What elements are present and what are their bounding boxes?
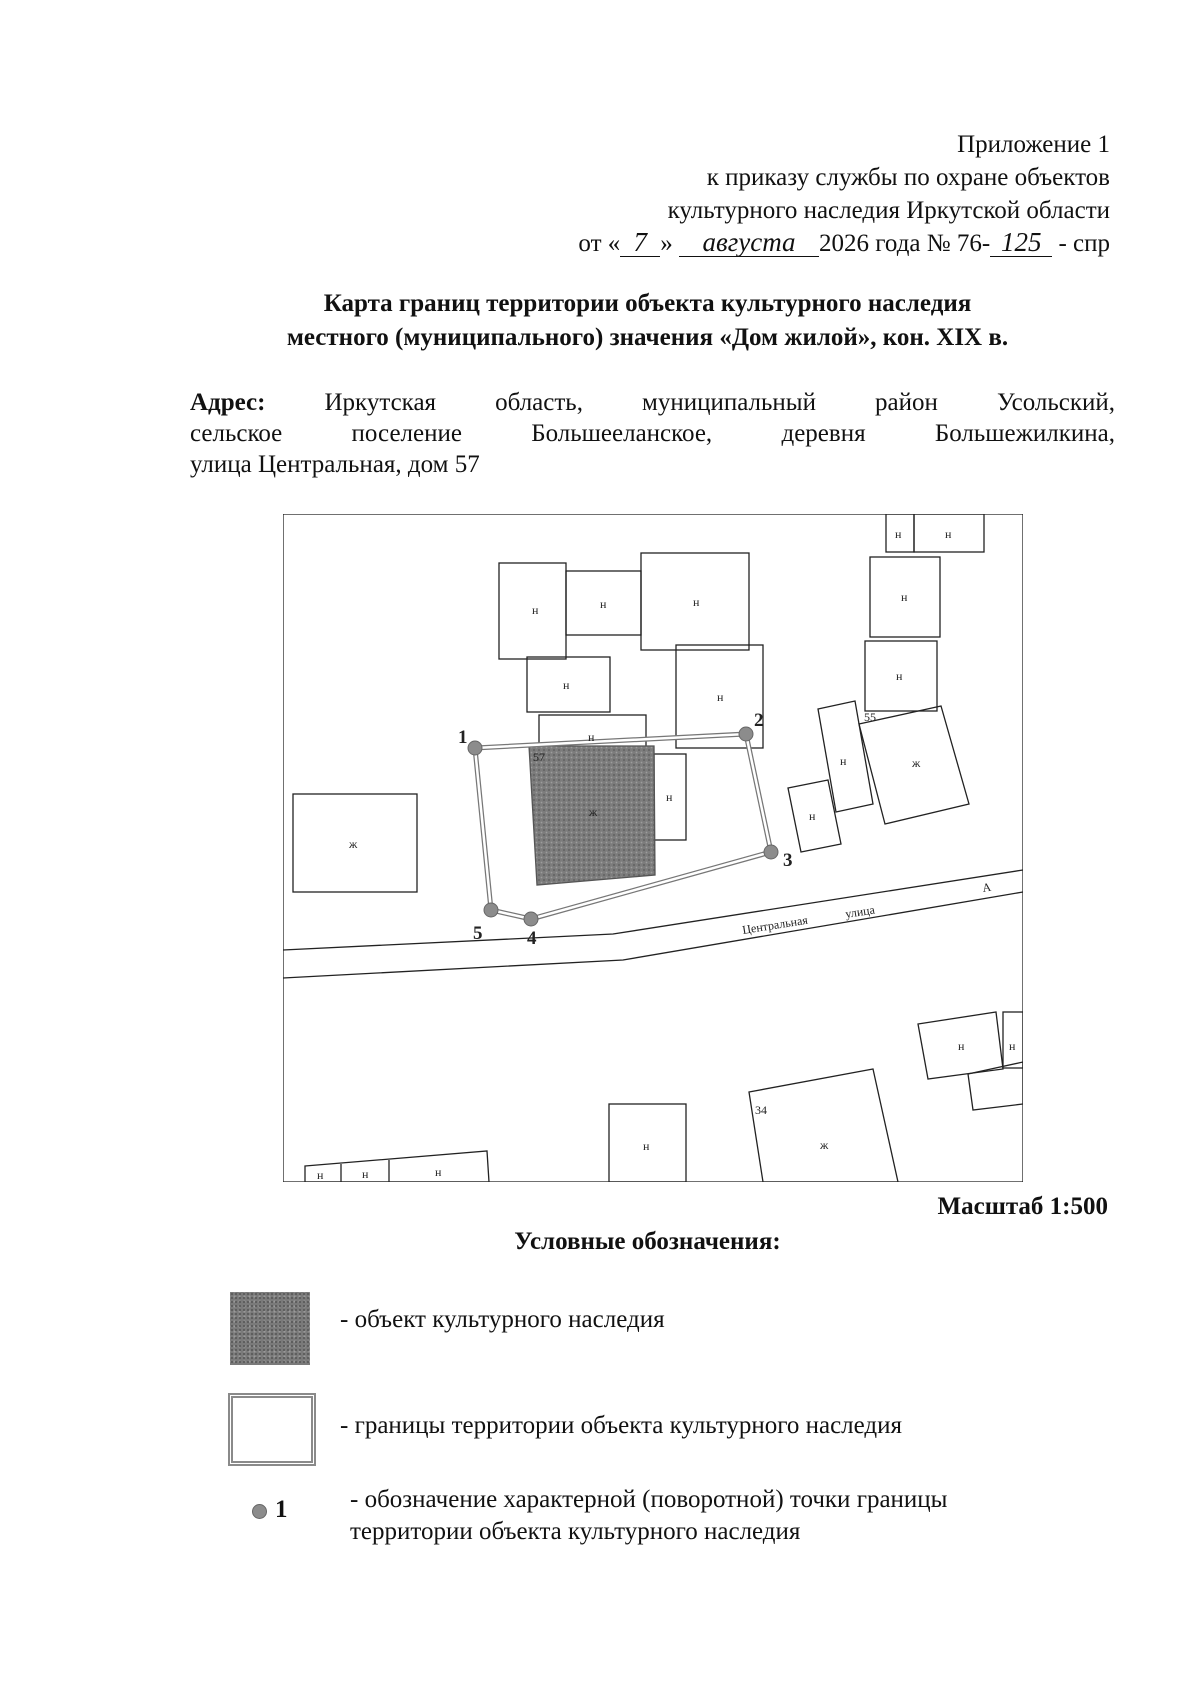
street-name-1: Центральная xyxy=(741,912,809,937)
document-title xyxy=(180,287,1115,355)
building-label: н xyxy=(895,527,902,541)
legend-heritage-text: - объект культурного наследия xyxy=(340,1306,665,1333)
boundary-point-label-5: 5 xyxy=(473,923,483,944)
building-label: н xyxy=(666,790,673,804)
boundary-point-4 xyxy=(524,912,538,926)
boundary-point-label-1: 1 xyxy=(458,727,468,748)
date-prefix: от « xyxy=(578,230,621,257)
street-name-2: улица xyxy=(844,902,876,921)
building-label: н xyxy=(717,690,724,704)
building-n-row xyxy=(305,1151,489,1182)
boundary-point-label-3: 3 xyxy=(783,850,793,871)
building-label: н xyxy=(958,1039,965,1053)
point-dot-icon xyxy=(252,1504,267,1519)
building-label: н xyxy=(588,730,595,744)
building-label: н xyxy=(840,754,847,768)
building-label: н xyxy=(945,527,952,541)
building-label: н xyxy=(362,1167,369,1181)
building-label: н xyxy=(643,1139,650,1153)
building-label: н xyxy=(693,595,700,609)
building-label: н xyxy=(317,1168,324,1182)
building-label: ж xyxy=(820,1138,829,1152)
address-label: Адрес: xyxy=(190,389,266,416)
boundary-point-label-2: 2 xyxy=(754,710,764,731)
boundary-point-label-4: 4 xyxy=(527,928,537,949)
order-suffix: - спр xyxy=(1058,230,1110,257)
house-number-57: 57 xyxy=(533,750,545,764)
appendix-line-2: к приказу службы по охране объектов xyxy=(706,164,1110,191)
boundary-point-3 xyxy=(764,845,778,859)
building-label: н xyxy=(901,590,908,604)
building-label: н xyxy=(532,603,539,617)
legend-boundary-swatch xyxy=(228,1393,316,1466)
boundary-point-1 xyxy=(468,741,482,755)
appendix-header xyxy=(410,128,1110,260)
road-edge-south xyxy=(283,892,1023,978)
boundary-point-2 xyxy=(739,727,753,741)
building-label: н xyxy=(896,669,903,683)
address-line-1: Адрес: Иркутская область, муниципальный район Усольский, xyxy=(190,389,1116,416)
legend-boundary-text: - границы территории объекта культурного наследия xyxy=(340,1412,903,1439)
legend-point-sample xyxy=(252,1496,288,1524)
building-label: н xyxy=(563,678,570,692)
map-scale: Масштаб 1:500 xyxy=(937,1193,1108,1220)
legend-point-line-1: - обозначение характерной (поворотной) точки границы xyxy=(350,1486,948,1513)
date-year-text: 2026 года № 76- xyxy=(819,230,991,257)
street-marker: А xyxy=(981,879,993,895)
building-residential xyxy=(749,1069,898,1182)
title-line-1: Карта границ территории объекта культурного наследия xyxy=(323,290,972,317)
boundary-point-5 xyxy=(484,903,498,917)
building-label: н xyxy=(809,809,816,823)
title-line-2: местного (муниципального) значения «Дом жилой», кон. XIX в. xyxy=(286,324,1009,351)
map-svg xyxy=(283,514,1023,1182)
handwritten-month: августа xyxy=(679,228,819,257)
building-label: ж xyxy=(349,837,358,851)
building-n xyxy=(968,1062,1023,1110)
appendix-line-3: культурного наследия Иркутской области xyxy=(667,197,1110,224)
building-label: н xyxy=(600,597,607,611)
building-label: ж xyxy=(589,805,598,819)
building-label: ж xyxy=(912,756,921,770)
address-line-2: сельское поселение Большееланское, деревня Большежилкина, xyxy=(190,420,1115,447)
house-number-34: 34 xyxy=(755,1103,767,1117)
building-label: н xyxy=(435,1165,442,1179)
legend-title: Условные обозначения: xyxy=(514,1228,781,1255)
road-edge-north xyxy=(283,870,1023,950)
boundary-map xyxy=(283,514,1023,1182)
building-label: н xyxy=(1009,1039,1016,1053)
house-number-55: 55 xyxy=(864,710,876,724)
address-line-3: улица Центральная, дом 57 xyxy=(190,451,480,478)
legend-point-line-2: территории объекта культурного наследия xyxy=(350,1518,801,1545)
legend-point-text xyxy=(350,1484,947,1548)
handwritten-order-number: 125 xyxy=(990,228,1052,257)
appendix-date-line xyxy=(410,227,1110,260)
legend-point-sample-label: 1 xyxy=(275,1496,288,1523)
appendix-line-1: Приложение 1 xyxy=(957,131,1110,158)
handwritten-day: 7 xyxy=(620,228,660,257)
date-mid: » xyxy=(660,230,673,257)
address-block xyxy=(190,387,1115,480)
legend-heritage-swatch xyxy=(230,1292,310,1365)
